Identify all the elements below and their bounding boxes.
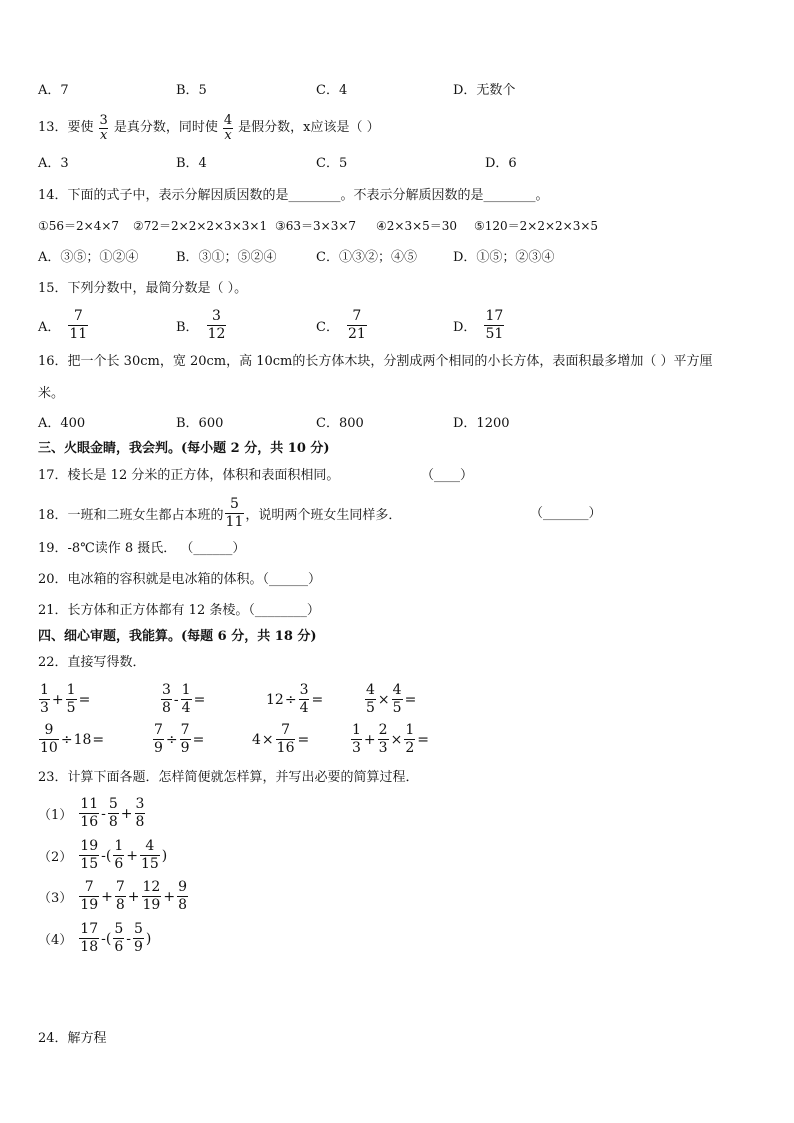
- q14-stem: 14．下面的式子中，表示分解因质因数的是________。不表示分解质因数的是________。: [38, 188, 549, 203]
- q14-item-5: ⑤120＝2×2×2×3×5: [474, 219, 599, 233]
- q21-text: 21．长方体和正方体都有 12 条棱。（________）: [38, 603, 320, 618]
- q17-text: 17．棱长是 12 分米的正方体，体积和表面积相同。: [38, 468, 340, 483]
- q14-option-d: D．①⑤；②③④: [453, 250, 555, 265]
- q16-stem-line1: 16．把一个长 30cm，宽 20cm，高 10cm的长方体木块，分割成两个相同的小长方体，表面积最多增加（ ）平方厘: [38, 354, 713, 369]
- q15-option-a: A． 7 11: [38, 307, 88, 342]
- q12-option-b: B．5: [176, 83, 207, 98]
- q17-answer-blank[interactable]: （____）: [421, 468, 474, 483]
- q22-expr-2: 3 8 - $\frac{1}{4}$ =: [162, 682, 206, 716]
- q23-problem-3: （3） 7 19 + $\frac{7}{8}$ + $\frac{12}{19}$ + $\frac{9}{8}$: [38, 879, 187, 913]
- q16-option-d: D．1200: [453, 416, 510, 431]
- q16-stem-line2: 米。: [38, 386, 65, 401]
- q22-stem: 22．直接写得数．: [38, 655, 146, 670]
- q12-option-a: A．7: [38, 83, 69, 98]
- q24-stem: 24．解方程: [38, 1031, 107, 1046]
- q14-option-c: C．①③②；④⑤: [316, 250, 417, 265]
- q18-text: 18．一班和二班女生都占本班的 5 11 ，说明两个班女生同样多．: [38, 495, 402, 530]
- q14-item-2: ②72＝2×2×2×3×3×1: [133, 219, 268, 233]
- q22-expr-8: 1 3 + $\frac{2}{3}$ × $\frac{1}{2}$ =: [352, 722, 429, 756]
- q22-expr-1: 1 3 + $\frac{1}{5}$ =: [40, 682, 91, 716]
- section-4-heading: 四、细心审题，我能算。(每题 6 分，共 18 分): [38, 629, 317, 644]
- q14-item-4: ④2×3×5＝30: [376, 219, 458, 233]
- q13-option-b: B．4: [176, 156, 207, 171]
- q16-option-c: C．800: [316, 416, 364, 431]
- q22-expr-7: 4 × $\frac{7}{16}$ =: [252, 722, 310, 756]
- q13-fraction-2: 4 x: [223, 112, 233, 143]
- q13-option-c: C．5: [316, 156, 348, 171]
- q23-stem: 23．计算下面各题．怎样简便就怎样算，并写出必要的简算过程．: [38, 770, 419, 785]
- q18-answer-blank[interactable]: （_______）: [530, 506, 602, 521]
- q12-option-c: C．4: [316, 83, 348, 98]
- q22-expr-3: 12 ÷ $\frac{3}{4}$ =: [266, 682, 324, 716]
- q13-stem: 13．要使 3 x 是真分数，同时使 4 x 是假分数，x应该是（ ）: [38, 112, 380, 143]
- q14-option-a: A．③⑤；①②④: [38, 250, 139, 265]
- q23-problem-2: （2） 19 15 -( 1 6 + $\frac{4}{15}$ ): [38, 838, 168, 872]
- q15-stem: 15．下列分数中，最简分数是（ ）。: [38, 281, 248, 296]
- q22-expr-4: $\frac{4}{5}$ × $\frac{4}{5}$ =: [366, 682, 417, 716]
- q14-option-b: B．③①；⑤②④: [176, 250, 277, 265]
- q16-option-b: B．600: [176, 416, 224, 431]
- q12-option-d: D．无数个: [453, 83, 516, 98]
- q22-expr-5: $\frac{9}{10}$ ÷ 18 =: [40, 722, 105, 756]
- q15-option-c: C． 7 21: [316, 307, 366, 342]
- q23-problem-4: （4） 17 18 -( 5 6 - 5 9 ): [38, 921, 152, 955]
- q14-item-3: ③63＝3×3×7: [275, 219, 357, 233]
- q15-option-d: D． 17 51: [453, 307, 504, 342]
- section-3-heading: 三、火眼金睛，我会判。(每小题 2 分，共 10 分): [38, 441, 330, 456]
- q13-fraction-1: 3 x: [99, 112, 108, 143]
- q22-expr-6: $\frac{7}{9}$ ÷ $\frac{7}{9}$ =: [154, 722, 205, 756]
- q16-option-a: A．400: [38, 416, 86, 431]
- q13-option-d: D．6: [485, 156, 517, 171]
- q15-option-b: B． 3 12: [176, 307, 226, 342]
- q20-text: 20．电冰箱的容积就是电冰箱的体积。（______）: [38, 572, 322, 587]
- q23-problem-1: （1） 11 16 - 5 8 + $\frac{3}{8}$: [38, 796, 145, 830]
- q14-item-1: ①56＝2×4×7: [38, 219, 120, 233]
- q19-text: 19．-8℃读作 8 摄氏． （______）: [38, 541, 246, 556]
- q13-option-a: A．3: [38, 156, 69, 171]
